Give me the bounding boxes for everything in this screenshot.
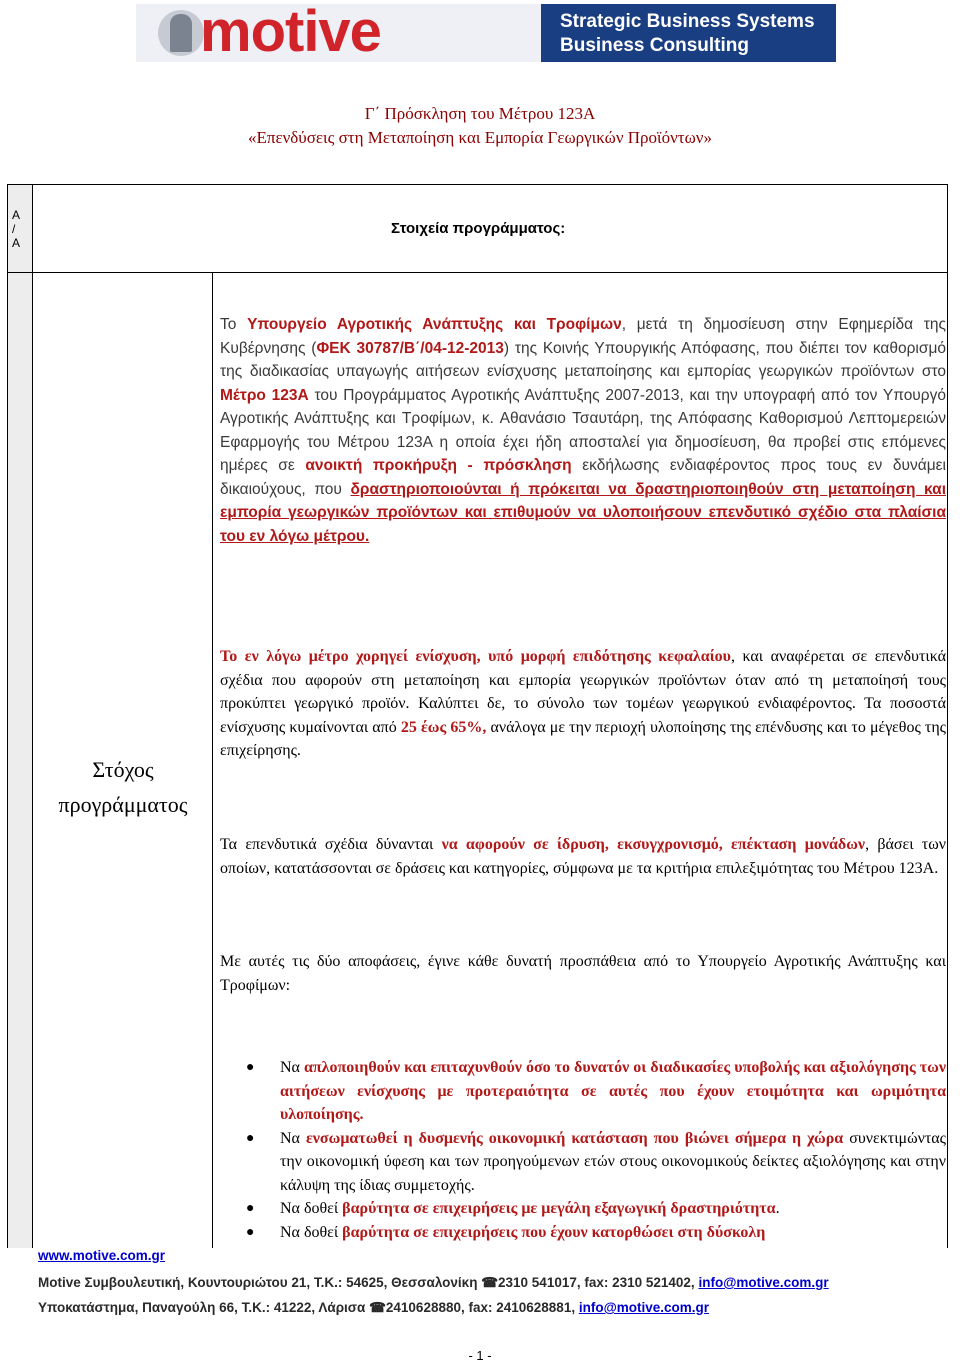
table-inner-border	[32, 184, 33, 1248]
measure-name: Μέτρο 123Α	[220, 386, 309, 404]
ministry-name: Υπουργείο Αγροτικής Ανάπτυξης και Τροφίμων	[247, 316, 622, 333]
text-run: Να δοθεί	[280, 1200, 343, 1217]
plans-paragraph	[220, 833, 946, 880]
footer-address-main	[38, 1275, 829, 1291]
table-left-border	[7, 184, 8, 1248]
list-item	[246, 1127, 946, 1198]
text-run: του Προγράμματος Αγροτικής Ανάπτυξης 2007-2013, και την υπογραφή από τον Υπουργό Αγροτικής Ανάπτυξης και Τροφίμων, κ. Αθανάσιο Τσαυτάρη, της Απόφασης Καθορισμού Λεπτομερειών Εφαρμογής του Μέτρου 123Α η οποία έχει ήδη αποσταλεί για δημοσίευση, θα προβεί στις επόμενες ημέρες σε	[220, 386, 946, 474]
table-top-border	[7, 184, 947, 185]
efforts-paragraph: Με αυτές τις δύο αποφάσεις, έγινε κάθε δυνατή προσπάθεια από το Υπουργείο Αγροτικής Ανάπτυξης και Τροφίμων:	[220, 953, 946, 994]
text-run: ) της Κοινής Υπουργικής Απόφασης, που διέπει τον καθορισμό της διαδικασίας υπαγωγής αιτήσεων ενίσχυσης μεταποίησης και εμπορίας γεωργικών προϊόντων στο	[220, 339, 946, 380]
bullet-emphasis: ενσωματωθεί η δυσμενής οικονομική κατάσταση που βιώνει σήμερα η χώρα	[305, 1129, 844, 1147]
intro-paragraph	[220, 313, 946, 548]
text-run: Το	[220, 316, 248, 333]
goal-label	[38, 752, 208, 822]
tagline-strategic: Strategic Business Systems	[560, 11, 815, 32]
email-link[interactable]: info@motive.com.gr	[698, 1275, 829, 1290]
text-run: συνεκτιμώντας την οικονομική ύφεση και των προηγούμενων ετών στους οικονομικούς δείκτες αξιολόγησης και στην κάλυψη της ίδιας συμμετοχής.	[280, 1129, 946, 1194]
text-run: , μετά τη δημοσίευση στην Εφημερίδα της Κυβέρνησης (	[220, 316, 946, 357]
efforts-list	[246, 1056, 946, 1244]
text-run: Να δοθεί	[280, 1223, 343, 1241]
table-row-divider	[7, 272, 947, 273]
page-number: - 1 -	[468, 1348, 492, 1363]
open-call-phrase: ανοικτή προκήρυξη - πρόσκληση	[305, 457, 572, 474]
header-banner	[136, 4, 836, 62]
bullet-icon: ●	[246, 1201, 255, 1216]
text-run: εκδήλωσης ενδιαφέροντος προς τους εν δυνάμει δικαιούχους, που	[220, 457, 946, 498]
section-heading: Στοιχεία προγράμματος:	[391, 220, 566, 237]
text-run: .	[775, 1200, 780, 1217]
subsidy-phrase: Το εν λόγω μέτρο χορηγεί ενίσχυση, υπό μορφή επιδότησης κεφαλαίου	[220, 648, 731, 665]
goal-label-line1: Στόχος	[92, 757, 154, 782]
logo-figure-icon	[170, 14, 192, 52]
goal-label-line2: προγράμματος	[58, 792, 188, 817]
text-run: Τα επενδυτικά σχέδια δύνανται	[220, 836, 442, 853]
list-item	[246, 1221, 946, 1245]
list-item	[246, 1197, 946, 1221]
bullet-icon: ●	[246, 1130, 255, 1146]
tagline-consulting: Business Consulting	[560, 35, 749, 56]
text-run: Να	[280, 1129, 306, 1147]
text-run: , και αναφέρεται σε επενδυτικά σχέδια που αφορούν στη μεταποίηση και εμπορία γεωργικών προϊόντων όταν από τη μεταποίησή τους προκύπτει γεωργικό προϊόν. Καλύπτει δε, το σύνολο των τομέων γεωργικού ενδιαφέροντος. Τα ποσοστά ενίσχυσης κυμαίνονται από	[220, 648, 946, 736]
email-link[interactable]: info@motive.com.gr	[578, 1300, 710, 1315]
text-run: , βάσει των οποίων, κατατάσσονται σε δράσεις και κατηγορίες, σύμφωνα με τα κριτήρια επιλεξιμότητας του Μέτρου 123Α.	[220, 836, 947, 877]
logo-text: motive	[200, 4, 381, 62]
document-subtitle: «Επενδύσεις στη Μεταποίηση και Εμπορία Γεωργικών Προϊόντων»	[248, 128, 712, 147]
bullet-emphasis: βαρύτητα σε επιχειρήσεις που έχουν κατορθώσει στη δύσκολη	[342, 1223, 766, 1241]
goal-paragraph	[220, 645, 946, 763]
list-item	[246, 1056, 946, 1127]
side-label-a2: Α	[12, 236, 21, 250]
text-run: ανάλογα με την περιοχή υλοποίησης της επένδυσης και το μέγεθος της επιχείρησης.	[220, 718, 947, 759]
bullet-emphasis: απλοποιηθούν και επιταχυνθούν όσο το δυνατόν οι διαδικασίες υποβολής και αξιολόγησης των αιτήσεων ενίσχυσης με προτεραιότητα σε αυτές που έχουν ετοιμότητα και ωριμότητα υλοποίησης.	[280, 1059, 947, 1123]
bullet-icon: ●	[246, 1224, 255, 1240]
footer-address-text: Motive Συμβουλευτική, Κουντουριώτου 21, Τ.Κ.: 54625, Θεσσαλονίκη ☎2310 541017, fax: 2310 521402,	[38, 1275, 699, 1290]
bullet-emphasis: βαρύτητα σε επιχειρήσεις με μεγάλη εξαγωγική δραστηριότητα	[342, 1200, 776, 1217]
table-column-divider	[212, 272, 213, 1248]
side-label-a1: Α	[12, 208, 21, 222]
text-run: Να	[280, 1059, 304, 1076]
fek-reference: ΦΕΚ 30787/Β΄/04-12-2013	[316, 339, 504, 357]
side-column	[7, 184, 32, 1248]
footer-address-text: Υποκατάστημα, Παναγούλη 66, Τ.Κ.: 41222, Λάρισα ☎2410628880, fax: 2410628881,	[38, 1300, 579, 1315]
side-label-slash: /	[12, 222, 16, 236]
bullet-icon: ●	[246, 1060, 255, 1075]
beneficiaries-phrase: δραστηριοποιούνται ή πρόκειται να δραστηριοποιηθούν στη μεταποίηση και εμπορία γεωργικών προϊόντων και επιθυμούν να υλοποιήσουν επενδυτικό σχέδιο στα πλαίσια του εν λόγω μέτρου.	[220, 480, 946, 545]
footer-address-branch	[38, 1300, 709, 1316]
website-link[interactable]: www.motive.com.gr	[38, 1248, 166, 1263]
document-title: Γ΄ Πρόσκληση του Μέτρου 123Α	[364, 104, 596, 123]
subsidy-rate: 25 έως 65%,	[400, 718, 487, 736]
plans-phrase: να αφορούν σε ίδρυση, εκσυγχρονισμό, επέκταση μονάδων	[441, 836, 866, 853]
table-right-border	[947, 184, 948, 1248]
